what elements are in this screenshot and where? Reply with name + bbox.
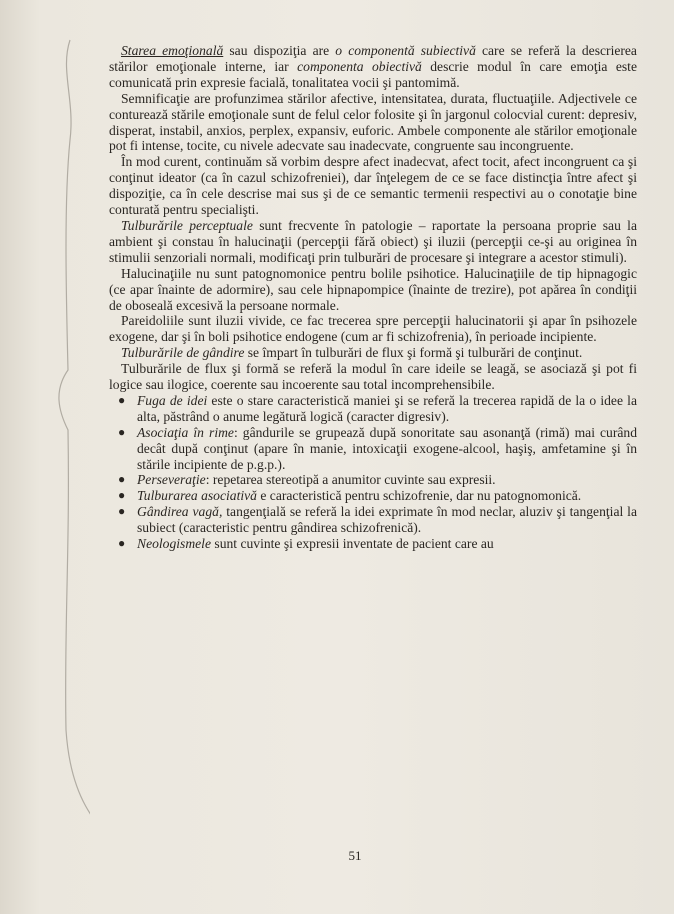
term-mood: Starea emoţională xyxy=(121,43,224,58)
paragraph-pareidolia: Pareidoliile sunt iluzii vivide, ce fac trecerea spre percepţii halucinatorii şi apar în psihozele exogene, dar şi în boli psihotice endogene (cum ar fi schizofrenia), în perioade incipiente. xyxy=(109,313,637,345)
bullet-icon: ● xyxy=(118,536,126,551)
list-item: ● Tulburarea asociativă e caracteristică pentru schizofrenie, dar nu patognomonică. xyxy=(118,488,582,504)
paragraph-flow: Tulburările de flux şi formă se referă la modul în care ideile se leagă, se asociază şi pot fi logice sau ilogice, coerente sau incoerente sau total incomprehensibile. xyxy=(109,361,637,393)
list-item: ● Asociaţia în rime: gândurile se grupează după sonoritate sau asonanţă (rimă) mai curând decât după conţinut (apare în manie, intoxicaţii exogene-alcool, haşiş, amfetamine şi în stările incipiente de p.g.p.). xyxy=(118,424,638,472)
page-number: 51 xyxy=(348,848,362,863)
margin-pencil-mark xyxy=(30,30,90,890)
paragraph-affect: În mod curent, continuăm să vorbim despre afect inadecvat, afect tocit, afect incongruent ca şi conţinut ideator (ca în cazul schizofreniei), dar înţelegem de ce se face distincţia între afect şi dispoziţie, ca în cele descrise mai sus şi de ce semantic termenii respectivi au o conotaţie bine conturată pentru specialişti. xyxy=(109,154,637,218)
list-item: ● Gândirea vagă, tangenţială se referă la idei exprimate în mod neclar, aluziv şi tangenţial la subiect (caracteristic pentru gândirea schizofrenică). xyxy=(118,504,637,536)
paragraph-thought: Tulburările de gândire se împart în tulburări de flux şi formă şi tulburări de conţinut. xyxy=(121,345,583,361)
list-item: ● Perseveraţie: repetarea stereotipă a anumitor cuvinte sau expresii. xyxy=(118,472,496,488)
paragraph-mood: Starea emoţională sau dispoziţia are o componentă subiectivă care se referă la descrierea stărilor emoţionale interne, iar componenta obiectivă descrie modul în care emoţia este comunicată prin expresie facială, tonalitatea vocii şi pantomimă. xyxy=(109,43,637,90)
paragraph-perceptual: Tulburările perceptuale sunt frecvente în patologie – raportate la persoana proprie sau la ambient şi constau în halucinaţii (percepţii fără obiect) şi iluzii (percepţii ce-şi au originea în stimulii senzoriali normali, modificaţi prin tulburări de procesare şi integrare a acestor stimuli). xyxy=(109,217,637,265)
bullet-icon: ● xyxy=(118,488,126,503)
list-item: ● Neologismele sunt cuvinte şi expresii inventate de pacient care au xyxy=(118,536,494,552)
bullet-list xyxy=(109,393,637,552)
bullet-icon: ● xyxy=(118,504,126,519)
page-body xyxy=(109,43,637,552)
bullet-icon: ● xyxy=(118,424,126,439)
term-perceptual: Tulburările perceptuale xyxy=(121,217,253,233)
paragraph-significance: Semnificaţie are profunzimea stărilor afective, intensitatea, durata, fluctuaţiile. Adjectivele ce conturează stările emoţionale sunt de felul celor folosite şi în jargonul colocvial curent: depresiv, disperat, instabil, anxios, perplex, expansiv, euforic. Ambele componente ale stărilor emoţionale pot fi intense, tocite, cu nivele adecvate sau inadecvate, congruente sau incongruente. xyxy=(109,90,637,154)
bullet-icon: ● xyxy=(118,472,126,487)
term-thought: Tulburările de gândire xyxy=(121,345,245,361)
paragraph-hallucinations: Halucinaţiile nu sunt patognomonice pentru bolile psihotice. Halucinaţiile de tip hipnagogic (ce apar înainte de adormire), sau cele hipnapompice (înainte de trezire), pot apărea în condiţii de oboseală excesivă la persoane normale. xyxy=(109,265,637,313)
list-item: ● Fuga de idei este o stare caracteristică maniei şi se referă la trecerea rapidă de la o idee la alta, păstrând o anume legătură logică (caracter digresiv). xyxy=(118,392,637,424)
bullet-icon: ● xyxy=(118,392,126,407)
